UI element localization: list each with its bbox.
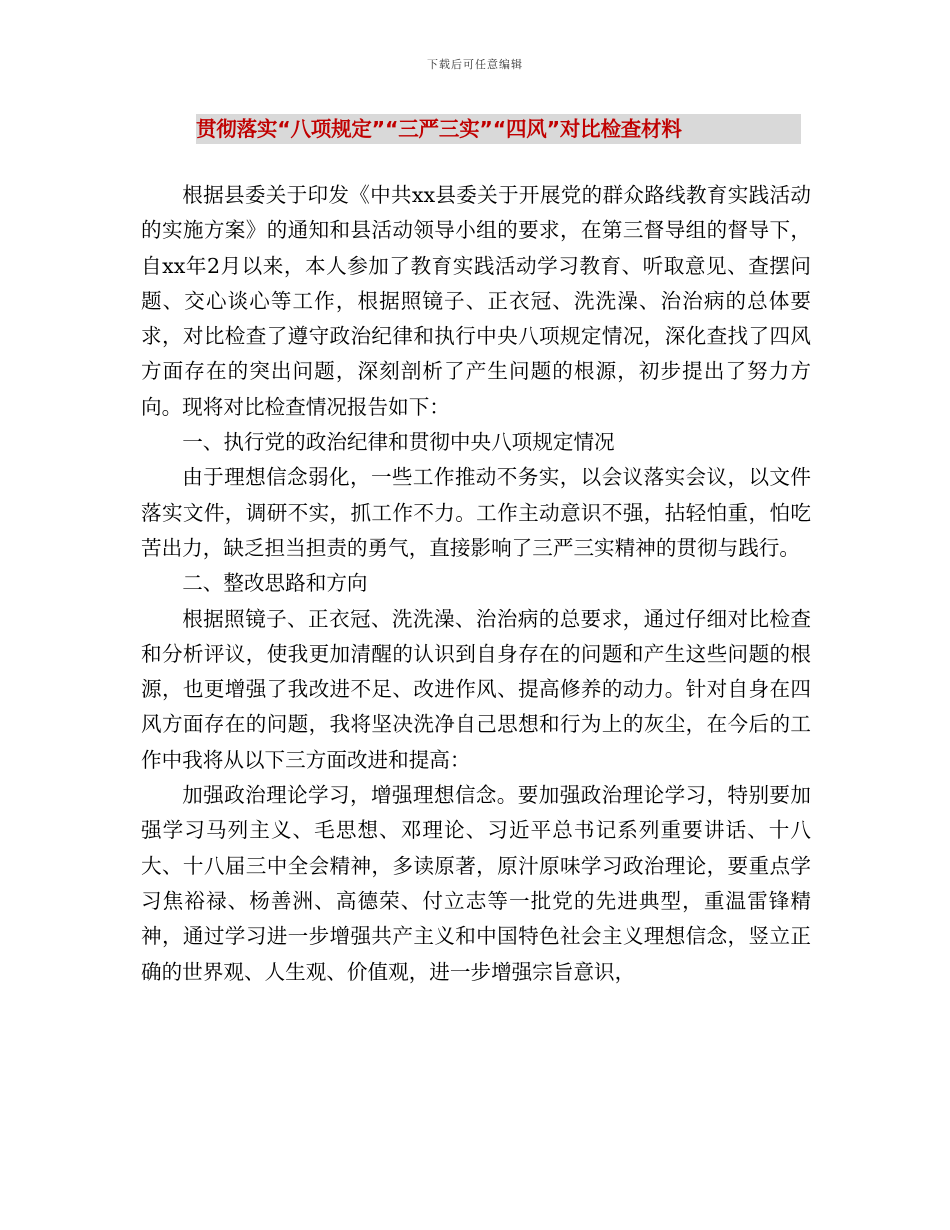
header-note: 下载后可任意编辑 <box>427 58 523 71</box>
section-heading-1: 一、执行党的政治纪律和贯彻中央八项规定情况 <box>182 430 615 455</box>
title-highlight <box>196 114 801 144</box>
paragraph-section-2: 根据照镜子、正衣冠、洗洗澡、治治病的总要求，通过仔细对比检查和分析评议，使我更加清醒的认识到自身存在的问题和产生这些问题的根源，也更增强了我改进不足、改进作风、提高修养的动力。针对自身在四风方面存在的问题，我将坚决洗净自己思想和行为上的灰尘，在今后的工作中我将从以下三方面改进和提高： <box>141 606 811 772</box>
paragraph-section-1: 由于理想信念弱化，一些工作推动不务实，以会议落实会议，以文件落实文件，调研不实，抓工作不力。工作主动意识不强，拈轻怕重，怕吃苦出力，缺乏担当担责的勇气，直接影响了三严三实精神的贯彻与践行。 <box>141 465 811 560</box>
document-body <box>141 178 811 990</box>
section-heading-2: 二、整改思路和方向 <box>182 571 368 596</box>
document-title: 贯彻落实“八项规定”“三严三实”“四风”对比检查材料 <box>196 117 682 141</box>
paragraph-intro: 根据县委关于印发《中共xx县委关于开展党的群众路线教育实践活动的实施方案》的通知和县活动领导小组的要求，在第三督导组的督导下，自xx年2月以来，本人参加了教育实践活动学习教育、听取意见、查摆问题、交心谈心等工作，根据照镜子、正衣冠、洗洗澡、治治病的总体要求，对比检查了遵守政治纪律和执行中央八项规定情况，深化查找了四风方面存在的突出问题，深刻剖析了产生问题的根源，初步提出了努力方向。现将对比检查情况报告如下： <box>141 183 811 419</box>
paragraph-study: 加强政治理论学习，增强理想信念。要加强政治理论学习，特别要加强学习马列主义、毛思想、邓理论、习近平总书记系列重要讲话、十八大、十八届三中全会精神，多读原著，原汁原味学习政治理论，要重点学习焦裕禄、杨善洲、高德荣、付立志等一批党的先进典型，重温雷锋精神，通过学习进一步增强共产主义和中国特色社会主义理想信念，竖立正确的世界观、人生观、价值观，进一步增强宗旨意识， <box>141 783 811 984</box>
